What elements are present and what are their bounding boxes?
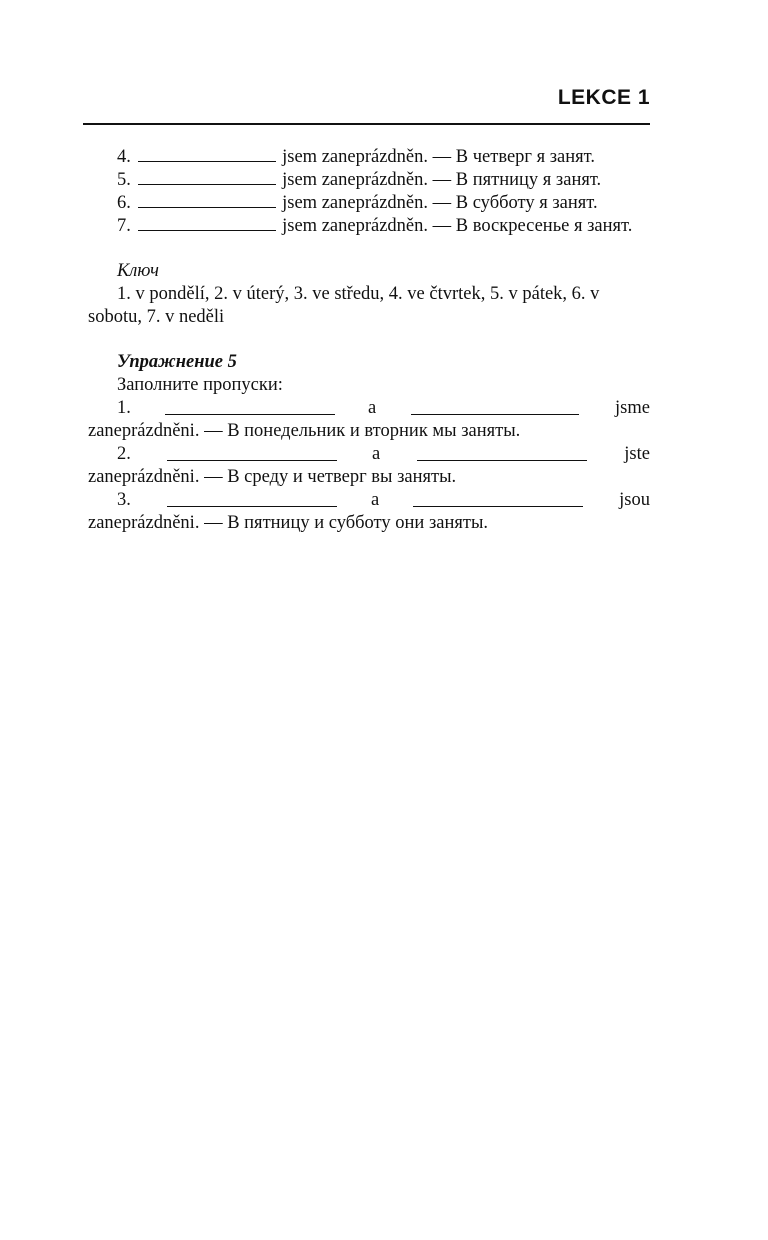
verb: jsme bbox=[615, 398, 650, 418]
answer-blank[interactable] bbox=[138, 145, 276, 162]
exercise-continuation: zaneprázdněni. — В среду и четверг вы заняты. bbox=[88, 467, 457, 487]
czech-text: jsem zaneprázdněn. bbox=[282, 147, 428, 167]
answer-blank[interactable] bbox=[417, 460, 587, 461]
page-header: LEKCE 1 bbox=[557, 86, 650, 109]
czech-text: jsem zaneprázdněn. bbox=[282, 216, 428, 236]
header-rule bbox=[83, 123, 650, 125]
answer-blank[interactable] bbox=[138, 191, 276, 208]
answer-blank[interactable] bbox=[411, 414, 579, 415]
russian-text: — В четверг я занят. bbox=[432, 147, 595, 167]
russian-text: — В пятницу я занят. bbox=[432, 170, 602, 190]
exercise-continuation: zaneprázdněni. — В пятницу и субботу они заняты. bbox=[88, 513, 489, 533]
item-number: 3. bbox=[117, 490, 131, 510]
item-number: 2. bbox=[117, 444, 131, 464]
answer-blank[interactable] bbox=[165, 414, 335, 415]
item-number: 6. bbox=[117, 193, 131, 213]
exercise-line bbox=[117, 214, 632, 238]
russian-text: — В субботу я занят. bbox=[432, 193, 598, 213]
item-number: 7. bbox=[117, 216, 131, 236]
item-number: 4. bbox=[117, 147, 131, 167]
key-label: Ключ bbox=[117, 261, 159, 281]
czech-text: jsem zaneprázdněn. bbox=[282, 193, 428, 213]
exercise-title: Упражнение 5 bbox=[117, 352, 237, 372]
exercise-instruction: Заполните пропуски: bbox=[117, 375, 283, 395]
key-line: 1. v pondělí, 2. v úterý, 3. ve středu, 4. ve čtvrtek, 5. v pátek, 6. v bbox=[117, 284, 600, 304]
item-number: 1. bbox=[117, 398, 131, 418]
conjunction: a bbox=[368, 398, 377, 418]
czech-text: jsem zaneprázdněn. bbox=[282, 170, 428, 190]
exercise-line bbox=[117, 145, 595, 169]
conjunction: a bbox=[372, 444, 381, 464]
key-line: sobotu, 7. v neděli bbox=[88, 307, 225, 327]
answer-blank[interactable] bbox=[413, 506, 583, 507]
answer-blank[interactable] bbox=[138, 168, 276, 185]
conjunction: a bbox=[371, 490, 380, 510]
answer-blank[interactable] bbox=[138, 214, 276, 231]
answer-blank[interactable] bbox=[167, 460, 337, 461]
item-number: 5. bbox=[117, 170, 131, 190]
exercise-line bbox=[117, 191, 598, 215]
exercise-continuation: zaneprázdněni. — В понедельник и вторник мы заняты. bbox=[88, 421, 521, 441]
russian-text: — В воскресенье я занят. bbox=[432, 216, 633, 236]
answer-blank[interactable] bbox=[167, 506, 337, 507]
verb: jsou bbox=[619, 490, 650, 510]
exercise-line bbox=[117, 168, 601, 192]
verb: jste bbox=[624, 444, 650, 464]
